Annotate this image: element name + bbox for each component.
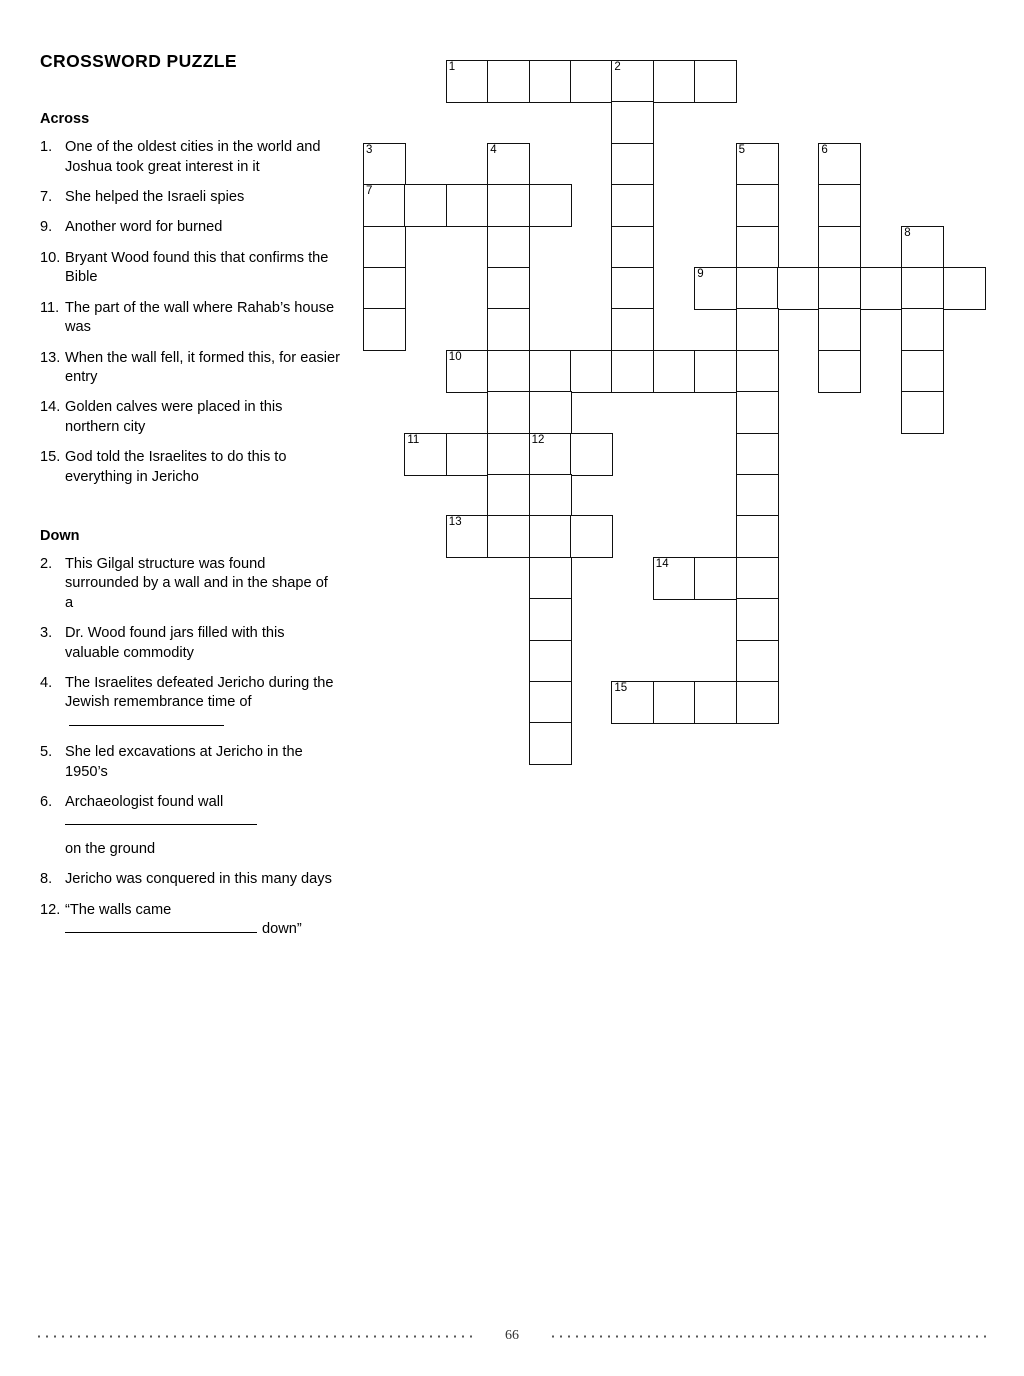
crossword-cell[interactable] (487, 308, 530, 351)
crossword-cell[interactable] (529, 640, 572, 683)
crossword-cell[interactable] (570, 515, 613, 558)
clue-text (65, 870, 340, 889)
clue-text-body: Golden calves were placed in this northern city (65, 399, 283, 435)
clue-text-body: When the wall fell, it formed this, for easier entry (65, 349, 340, 385)
crossword-cell[interactable] (736, 681, 779, 724)
clue-number: 14. (40, 399, 61, 416)
crossword-cell[interactable] (529, 557, 572, 600)
clue-text-body: Another word for burned (65, 219, 223, 236)
crossword-cell[interactable] (736, 350, 779, 393)
crossword-cell[interactable] (363, 226, 406, 269)
crossword-cell[interactable] (736, 308, 779, 351)
clue-number: 1. (40, 139, 53, 156)
clue-item (40, 870, 340, 889)
footer-dot-rule-left (35, 1335, 475, 1338)
crossword-cell[interactable] (653, 350, 696, 393)
crossword-cell-numbered[interactable] (653, 557, 696, 600)
clue-number: 7. (40, 189, 53, 206)
crossword-cell[interactable] (736, 184, 779, 227)
clue-text-continuation: down” (262, 921, 302, 938)
crossword-cell-number: 15 (614, 682, 628, 694)
clue-text (65, 901, 340, 940)
crossword-cell[interactable] (736, 226, 779, 269)
crossword-cell[interactable] (736, 391, 779, 434)
crossword-cell[interactable] (901, 308, 944, 351)
crossword-cell[interactable] (529, 391, 572, 434)
clue-number: 3. (40, 625, 53, 642)
clue-number: 2. (40, 555, 53, 572)
crossword-cell[interactable] (736, 433, 779, 476)
clue-number: 4. (40, 674, 53, 691)
crossword-cell-number: 1 (448, 61, 456, 73)
crossword-cell[interactable] (736, 640, 779, 683)
crossword-cell[interactable] (818, 308, 861, 351)
crossword-cell-numbered[interactable] (446, 515, 489, 558)
crossword-cell[interactable] (363, 267, 406, 310)
crossword-cell[interactable] (736, 267, 779, 310)
clue-item (40, 793, 340, 859)
across-heading: Across (40, 111, 90, 128)
crossword-cell-number: 13 (448, 516, 462, 529)
clue-number: 13. (40, 349, 61, 366)
clue-text-body: The Israelites defeated Jericho during the Jewish remembrance time of (65, 674, 334, 711)
crossword-cell-numbered[interactable] (694, 267, 737, 310)
crossword-cell[interactable] (487, 267, 530, 310)
crossword-cell-numbered[interactable] (404, 433, 447, 476)
crossword-cell[interactable] (611, 184, 654, 227)
clue-text-body: The part of the wall where Rahab’s house was (65, 299, 335, 336)
clue-number: 12. (40, 901, 61, 918)
crossword-cell[interactable] (487, 433, 530, 476)
crossword-cell[interactable] (487, 350, 530, 393)
crossword-cell[interactable] (529, 515, 572, 558)
crossword-cell[interactable] (529, 722, 572, 765)
crossword-cell-numbered[interactable] (363, 184, 406, 227)
crossword-cell[interactable] (901, 267, 944, 310)
crossword-cell-number: 3 (366, 143, 373, 156)
clue-number: 10. (40, 249, 61, 266)
crossword-cell[interactable] (653, 681, 696, 724)
crossword-cell[interactable] (860, 267, 903, 310)
crossword-cell[interactable] (694, 557, 737, 600)
clue-text-body: This Gilgal structure was found surrounded by a wall and in the shape of a (65, 555, 328, 611)
clue-text-body: Dr. Wood found jars filled with this valuable commodity (65, 625, 285, 661)
crossword-cell[interactable] (611, 350, 654, 393)
clue-text-body: One of the oldest cities in the world and Joshua took great interest in it (65, 139, 321, 175)
crossword-cell[interactable] (818, 184, 861, 227)
crossword-cell-numbered[interactable] (446, 350, 489, 393)
clue-number: 8. (40, 871, 53, 888)
crossword-cell[interactable] (736, 557, 779, 600)
crossword-cell-numbered[interactable] (363, 143, 406, 186)
page-footer (0, 1328, 1024, 1344)
crossword-cell[interactable] (736, 474, 779, 517)
clue-number: 9. (40, 219, 53, 236)
crossword-cell-number: 4 (490, 143, 497, 156)
crossword-cell[interactable] (529, 350, 572, 393)
answer-blank-rule[interactable] (65, 932, 257, 933)
crossword-cell-number: 2 (614, 61, 621, 73)
clue-text-body: Archaeologist found wall (65, 794, 224, 810)
crossword-cell[interactable] (611, 143, 654, 186)
crossword-cell[interactable] (487, 60, 530, 103)
clue-text-continuation: on the ground (65, 840, 156, 857)
page-number: 66 (505, 1328, 519, 1343)
clue-text-body: Bryant Wood found this that confirms the Bible (65, 249, 329, 286)
crossword-cell-number: 12 (531, 433, 545, 446)
crossword-cell-number: 5 (738, 143, 745, 156)
crossword-cell[interactable] (487, 184, 530, 227)
crossword-cell[interactable] (570, 60, 613, 103)
clue-number: 5. (40, 744, 53, 761)
crossword-cell[interactable] (901, 350, 944, 393)
clue-number: 15. (40, 449, 61, 466)
crossword-cell[interactable] (446, 184, 489, 227)
crossword-cell-numbered[interactable] (487, 143, 530, 186)
crossword-cell-numbered[interactable] (611, 60, 654, 103)
crossword-cell[interactable] (570, 433, 613, 476)
crossword-cell-number: 6 (821, 143, 828, 156)
clue-text-body: Jericho was conquered in this many days (65, 871, 332, 888)
crossword-cell-numbered[interactable] (901, 226, 944, 269)
crossword-cell[interactable] (777, 267, 820, 310)
crossword-cell[interactable] (529, 681, 572, 724)
crossword-cell[interactable] (529, 184, 572, 227)
crossword-cell[interactable] (570, 350, 613, 393)
crossword-cell[interactable] (818, 350, 861, 393)
clue-text (65, 793, 340, 859)
crossword-cell[interactable] (611, 267, 654, 310)
crossword-cell-numbered[interactable] (736, 143, 779, 186)
page-title: CROSSWORD PUZZLE (40, 51, 237, 71)
crossword-cell[interactable] (901, 391, 944, 434)
crossword-cell[interactable] (818, 267, 861, 310)
crossword-cell[interactable] (611, 308, 654, 351)
crossword-cell-number: 7 (366, 185, 373, 198)
crossword-cell[interactable] (446, 433, 489, 476)
crossword-cell[interactable] (694, 60, 737, 103)
crossword-cell[interactable] (487, 391, 530, 434)
crossword-cell[interactable] (529, 598, 572, 641)
crossword-cell[interactable] (363, 308, 406, 351)
clue-number: 11. (40, 299, 60, 316)
crossword-cell-numbered[interactable] (818, 143, 861, 186)
clue-item (40, 901, 340, 940)
crossword-cell-numbered[interactable] (611, 681, 654, 724)
footer-dot-rule-right (549, 1335, 989, 1338)
crossword-cell[interactable] (404, 184, 447, 227)
down-heading: Down (40, 527, 80, 544)
clue-number: 6. (40, 794, 53, 810)
crossword-cell[interactable] (529, 60, 572, 103)
clue-text-body: God told the Israelites to do this to everything in Jericho (65, 449, 287, 485)
clue-text-body: “The walls came (65, 901, 172, 918)
crossword-cell-number: 11 (407, 433, 420, 446)
crossword-cell[interactable] (611, 101, 654, 144)
crossword-cell[interactable] (736, 598, 779, 641)
crossword-cell[interactable] (694, 350, 737, 393)
crossword-cell[interactable] (529, 474, 572, 517)
crossword-cell-number: 10 (448, 350, 462, 363)
crossword-cell[interactable] (694, 681, 737, 724)
clue-text-body: She helped the Israeli spies (65, 189, 245, 206)
crossword-cell-number: 8 (904, 226, 911, 239)
crossword-cell-numbered[interactable] (446, 60, 489, 103)
crossword-cell[interactable] (487, 515, 530, 558)
crossword-cell[interactable] (611, 226, 654, 269)
crossword-cell-number: 9 (697, 268, 704, 280)
crossword-cell[interactable] (487, 474, 530, 517)
crossword-cell-number: 14 (655, 557, 669, 570)
crossword-cell[interactable] (736, 515, 779, 558)
crossword-cell[interactable] (818, 226, 861, 269)
crossword-cell-numbered[interactable] (529, 433, 572, 476)
crossword-cell[interactable] (943, 267, 986, 310)
crossword-cell[interactable] (487, 226, 530, 269)
crossword-cell[interactable] (653, 60, 696, 103)
clue-text-body: She led excavations at Jericho in the 1950’s (65, 744, 303, 780)
answer-blank-rule[interactable] (65, 824, 257, 825)
